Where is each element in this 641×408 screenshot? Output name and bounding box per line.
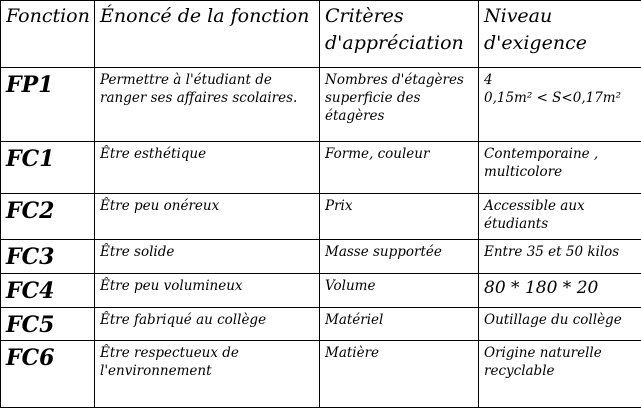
assessment-criteria: Masse supportée bbox=[320, 240, 479, 274]
requirement-level: Outillage du collège bbox=[479, 308, 641, 341]
assessment-criteria: Volume bbox=[320, 274, 479, 308]
requirement-level: Accessible aux étudiants bbox=[479, 194, 641, 240]
header-row bbox=[1, 1, 641, 68]
table-row bbox=[1, 274, 641, 308]
function-code: FP1 bbox=[1, 68, 95, 142]
function-code: FC3 bbox=[1, 240, 95, 274]
assessment-criteria: Matière bbox=[320, 341, 479, 408]
function-statement: Permettre à l'étudiant de ranger ses affaires scolaires. bbox=[95, 68, 320, 142]
function-statement: Être respectueux de l'environnement bbox=[95, 341, 320, 408]
requirement-level: 4 0,15m² < S<0,17m² bbox=[479, 68, 641, 142]
requirement-level: 80 * 180 * 20 bbox=[479, 274, 641, 308]
function-code: FC4 bbox=[1, 274, 95, 308]
table-row bbox=[1, 142, 641, 194]
function-code: FC1 bbox=[1, 142, 95, 194]
table-row bbox=[1, 308, 641, 341]
assessment-criteria: Forme, couleur bbox=[320, 142, 479, 194]
table-row bbox=[1, 341, 641, 408]
function-statement: Être esthétique bbox=[95, 142, 320, 194]
function-statement: Être solide bbox=[95, 240, 320, 274]
table-row bbox=[1, 194, 641, 240]
requirement-level: Contemporaine , multicolore bbox=[479, 142, 641, 194]
assessment-criteria: Nombres d'étagères superficie des étagères bbox=[320, 68, 479, 142]
function-code: FC5 bbox=[1, 308, 95, 341]
function-code: FC6 bbox=[1, 341, 95, 408]
requirement-level: Entre 35 et 50 kilos bbox=[479, 240, 641, 274]
header-niveau: Niveau d'exigence bbox=[479, 1, 641, 68]
function-code: FC2 bbox=[1, 194, 95, 240]
header-enonce: Énoncé de la fonction bbox=[95, 1, 320, 68]
table-row bbox=[1, 68, 641, 142]
table-row bbox=[1, 240, 641, 274]
assessment-criteria: Matériel bbox=[320, 308, 479, 341]
function-statement: Être fabriqué au collège bbox=[95, 308, 320, 341]
requirement-level: Origine naturelle recyclable bbox=[479, 341, 641, 408]
function-statement: Être peu onéreux bbox=[95, 194, 320, 240]
function-statement: Être peu volumineux bbox=[95, 274, 320, 308]
header-criteres: Critères d'appréciation bbox=[320, 1, 479, 68]
header-fonction: Fonction bbox=[1, 1, 95, 68]
assessment-criteria: Prix bbox=[320, 194, 479, 240]
